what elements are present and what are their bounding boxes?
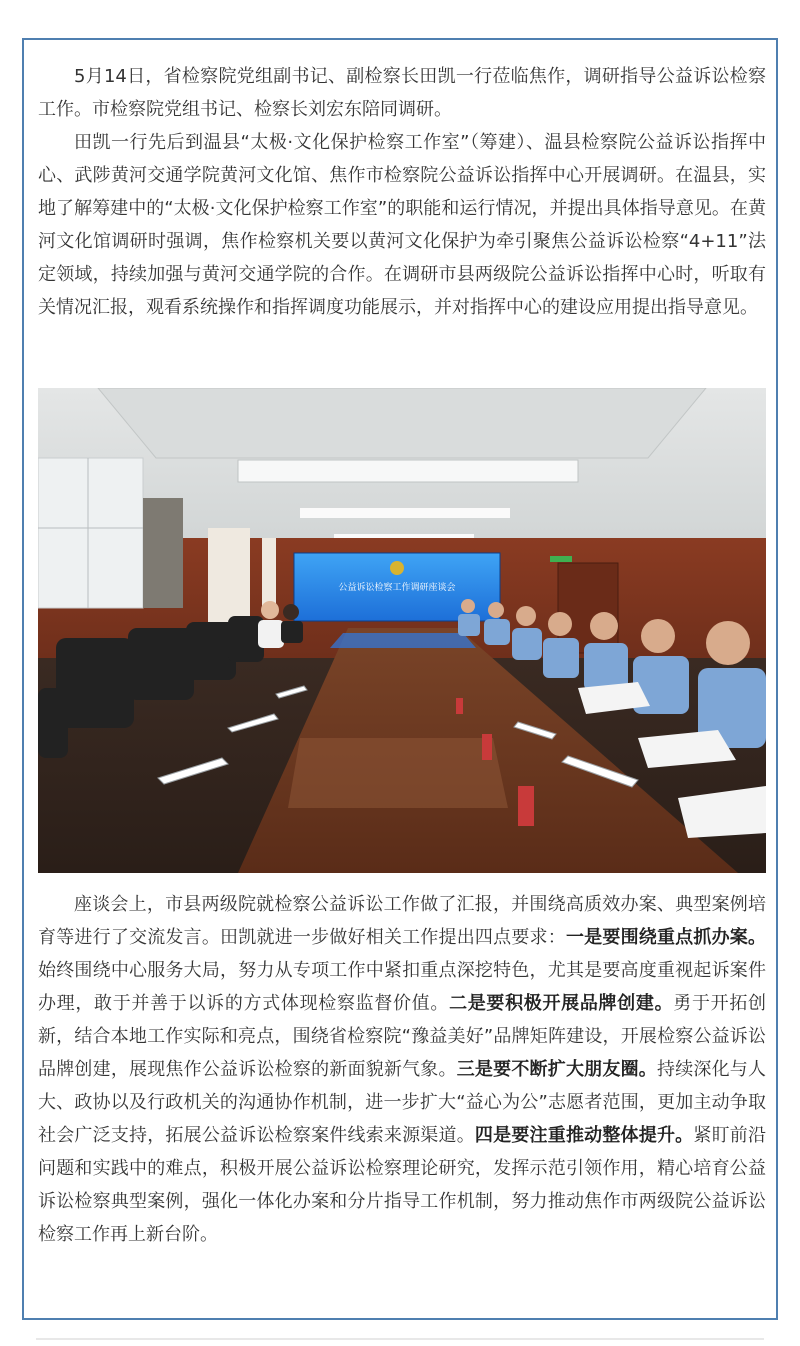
screen-banner-text: 公益诉讼检察工作调研座谈会 [338, 583, 456, 593]
requirement-3-text: 持续深化与人大、政协以及行政机关的沟通协作机制，进一步扩大“益心为公”志愿者范围，更加主动争取社会广泛支持，拓展公益诉讼检察案件线索来源渠道。 [38, 1059, 767, 1146]
requirements-intro: 座谈会上，市县两级院就检察公益诉讼工作做了汇报，并围绕高质效办案、典型案例培育等进行了交流发言。田凯就进一步做好相关工作提出四点要求： [38, 894, 766, 948]
paragraph-intro: 5月14日，省检察院党组副书记、副检察长田凯一行莅临焦作，调研指导公益诉讼检察工作。市检察院党组书记、检察长刘宏东陪同调研。 [38, 66, 766, 120]
paragraph-visit: 田凯一行先后到温县“太极·文化保护检察工作室”（筹建）、温县检察院公益诉讼指挥中心、武陟黄河交通学院黄河文化馆、焦作市检察院公益诉讼指挥中心开展调研。在温县，实地了解筹建中的“太极·文化保护检察工作室”的职能和运行情况，并提出具体指导意见。在黄河文化馆调研时强调，焦作检察机关要以黄河文化保护为牵引聚焦公益诉讼检察“4+11”法定领域，持续加强与黄河交通学院的合作。在调研市县两级院公益诉讼指挥中心时，听取有关情况汇报，观看系统操作和指挥调度功能展示，并对指挥中心的建设应用提出指导意见。 [38, 132, 766, 318]
requirement-2-title: 二是要积极开展品牌创建。 [449, 993, 674, 1014]
paragraph-requirements [38, 888, 766, 1251]
requirement-4-text: 紧盯前沿问题和实践中的难点，积极开展公益诉讼检察理论研究，发挥示范引领作用，精心培育公益诉讼检察典型案例，强化一体化办案和分片指导工作机制，努力推动焦作市两级院公益诉讼检察工作再上新台阶。 [38, 1125, 767, 1245]
requirement-1-title: 一是要围绕重点抓办案。 [565, 927, 767, 948]
meeting-photo-image [38, 388, 766, 873]
requirement-1-text: 始终围绕中心服务大局，努力从专项工作中紧扣重点深挖特色，尤其是要高度重视起诉案件办理，敢于并善于以诉的方式体现检察监督价值。 [38, 960, 766, 1014]
requirement-2-text: 勇于开拓创新，结合本地工作实际和亮点，围绕省检察院“豫益美好”品牌矩阵建设，开展检察公益诉讼品牌创建，展现焦作公益诉讼检察的新面貌新气象。 [38, 993, 767, 1080]
bottom-divider [36, 1338, 764, 1340]
requirement-3-title: 三是要不断扩大朋友圈。 [456, 1059, 657, 1080]
requirement-4-title: 四是要注重推动整体提升。 [474, 1125, 694, 1146]
meeting-photo [38, 388, 766, 873]
article-frame [22, 38, 778, 1320]
